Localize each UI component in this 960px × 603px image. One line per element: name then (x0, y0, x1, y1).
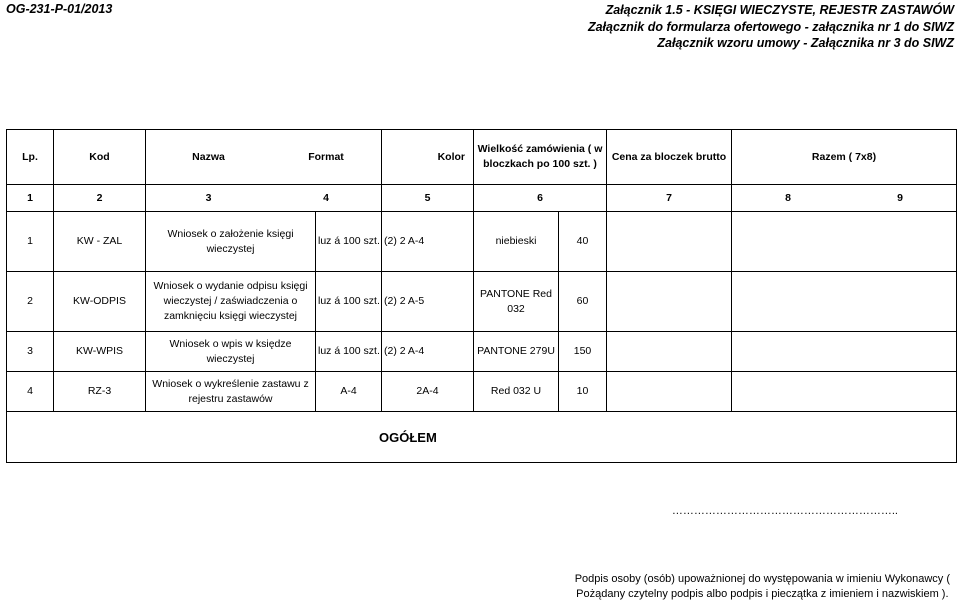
row-kod: KW-ODPIS (54, 272, 146, 332)
col-header-razem: Razem ( 7x8) (732, 130, 957, 185)
signature-line: …………………………………………………….. (671, 505, 898, 517)
row-cena[interactable] (607, 212, 732, 272)
table-row (7, 332, 957, 372)
row-cena[interactable] (607, 272, 732, 332)
row-format: luz á 100 szt. (316, 272, 382, 332)
column-number (146, 185, 382, 212)
table-row (7, 212, 957, 272)
row-lp: 2 (7, 272, 54, 332)
column-number: 2 (54, 185, 146, 212)
document-header (588, 2, 954, 52)
row-wielkosc: 150 (559, 332, 607, 372)
col-header-kod: Kod (54, 130, 146, 185)
col-header-nazwa: Nazwa (192, 150, 225, 163)
row-format: luz á 100 szt. (316, 212, 382, 272)
row-kolor: PANTONE 279U (474, 332, 559, 372)
signature-caption-line-1: Podpis osoby (osób) upoważnionej do występowania w imieniu Wykonawcy ( (574, 573, 950, 585)
row-nazwa: Wniosek o założenie księgi wieczystej (146, 212, 316, 272)
total-label: OGÓŁEM (7, 412, 957, 463)
row-format-2: (2) 2 A-4 (382, 212, 474, 272)
table-row (7, 272, 957, 332)
column-number: 1 (7, 185, 54, 212)
col-header-nazwa-format (146, 130, 382, 185)
row-format: A-4 (316, 372, 382, 412)
total-row (7, 412, 957, 463)
col-header-wielkosc: Wielkość zamówienia ( w bloczkach po 100 szt. ) (474, 130, 607, 185)
row-format-2: 2A-4 (382, 372, 474, 412)
column-number-row (7, 185, 957, 212)
row-nazwa: Wniosek o wydanie odpisu księgi wieczystej / zaświadczenia o zamknięciu księgi wieczystej (146, 272, 316, 332)
row-cena[interactable] (607, 332, 732, 372)
row-format: luz á 100 szt. (316, 332, 382, 372)
row-nazwa: Wniosek o wykreślenie zastawu z rejestru zastawów (146, 372, 316, 412)
row-kolor: PANTONE Red 032 (474, 272, 559, 332)
column-number: 9 (897, 191, 903, 204)
row-format-2: (2) 2 A-5 (382, 272, 474, 332)
col-header-format: Format (308, 150, 344, 163)
header-line-1: Załącznik 1.5 - KSIĘGI WIECZYSTE, REJESTR ZASTAWÓW (605, 3, 954, 17)
column-number: 7 (607, 185, 732, 212)
row-kolor: niebieski (474, 212, 559, 272)
row-kolor: Red 032 U (474, 372, 559, 412)
table-header-row (7, 130, 957, 185)
row-kod: KW - ZAL (54, 212, 146, 272)
row-lp: 4 (7, 372, 54, 412)
row-wielkosc: 60 (559, 272, 607, 332)
row-nazwa: Wniosek o wpis w księdze wieczystej (146, 332, 316, 372)
row-lp: 3 (7, 332, 54, 372)
col-header-lp: Lp. (7, 130, 54, 185)
column-number: 5 (382, 185, 474, 212)
col-header-kolor: Kolor (382, 130, 474, 185)
row-wielkosc: 40 (559, 212, 607, 272)
row-razem[interactable] (732, 372, 957, 412)
col-header-cena: Cena za bloczek brutto (607, 130, 732, 185)
row-lp: 1 (7, 212, 54, 272)
column-number: 6 (474, 185, 607, 212)
document-code: OG-231-P-01/2013 (6, 2, 113, 16)
header-line-3: Załącznik wzoru umowy - Załącznika nr 3 do SIWZ (657, 36, 954, 50)
column-number: 8 (785, 191, 791, 204)
row-cena[interactable] (607, 372, 732, 412)
row-wielkosc: 10 (559, 372, 607, 412)
signature-caption-line-2: Pożądany czytelny podpis albo podpis i pieczątka z imieniem i nazwiskiem ). (576, 588, 949, 600)
column-number (732, 185, 957, 212)
column-number: 3 (205, 191, 212, 204)
row-kod: RZ-3 (54, 372, 146, 412)
table-row (7, 372, 957, 412)
header-line-2: Załącznik do formularza ofertowego - załącznika nr 1 do SIWZ (587, 19, 954, 34)
row-razem[interactable] (732, 272, 957, 332)
signature-caption (575, 572, 950, 602)
row-kod: KW-WPIS (54, 332, 146, 372)
row-format-2: (2) 2 A-4 (382, 332, 474, 372)
column-number: 4 (323, 191, 329, 204)
order-table (6, 129, 957, 463)
row-razem[interactable] (732, 212, 957, 272)
row-razem[interactable] (732, 332, 957, 372)
